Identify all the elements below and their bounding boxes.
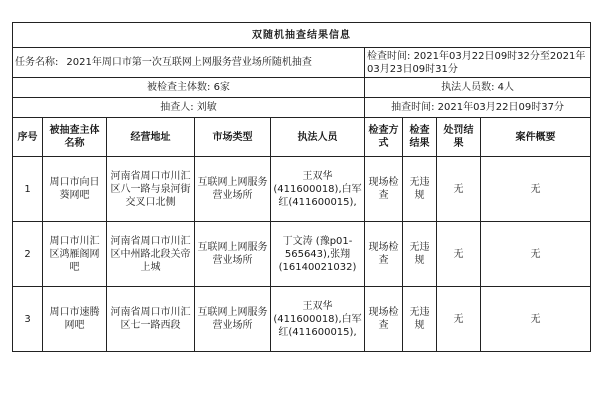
- market-type: 互联网上网服务营业场所: [195, 157, 271, 222]
- subject-name: 周口市川汇区鸿雁阁网吧: [43, 222, 107, 287]
- check-result: 无违规: [403, 222, 437, 287]
- task-name-value: 2021年周口市第一次互联网上网服务营业场所随机抽查: [66, 57, 312, 68]
- column-header: 经营地址: [107, 118, 195, 157]
- table-row: [13, 287, 591, 352]
- check-time-label: 检查时间:: [367, 50, 411, 62]
- task-name-label: 任务名称:: [15, 57, 59, 68]
- column-header: 序号: [13, 118, 43, 157]
- check-time-value: 2021年03月22日09时32分至2021年03月23日09时31分: [367, 50, 586, 75]
- check-result: 无违规: [403, 157, 437, 222]
- page-title: 双随机抽查结果信息: [13, 23, 591, 48]
- market-type: 互联网上网服务营业场所: [195, 222, 271, 287]
- table-row: [13, 222, 591, 287]
- business-address: 河南省周口市川汇区八一路与泉河街交叉口北侧: [107, 157, 195, 222]
- inspectors: 丁文涛 (豫p01-565643),张翔(16140021032): [271, 222, 365, 287]
- row-number: 1: [13, 157, 43, 222]
- check-method: 现场检查: [365, 287, 403, 352]
- business-address: 河南省周口市川汇区中州路北段关帝上城: [107, 222, 195, 287]
- table-header-row: [13, 118, 591, 157]
- row-number: 3: [13, 287, 43, 352]
- business-address: 河南省周口市川汇区七一路西段: [107, 287, 195, 352]
- case-summary: 无: [481, 157, 591, 222]
- table-row: [13, 157, 591, 222]
- case-summary: 无: [481, 222, 591, 287]
- subject-count: 被检查主体数: 6家: [13, 78, 365, 98]
- column-header: 执法人员: [271, 118, 365, 157]
- column-header: 处罚结果: [437, 118, 481, 157]
- check-method: 现场检查: [365, 157, 403, 222]
- sampler: 抽查人: 刘敏: [13, 98, 365, 118]
- subject-name: 周口市速腾网吧: [43, 287, 107, 352]
- column-header: 被抽查主体名称: [43, 118, 107, 157]
- sample-time: 抽查时间: 2021年03月22日09时37分: [365, 98, 591, 118]
- subject-name: 周口市向日葵网吧: [43, 157, 107, 222]
- check-method: 现场检查: [365, 222, 403, 287]
- row-number: 2: [13, 222, 43, 287]
- inspectors: 王双华(411600018),白军红(411600015),: [271, 157, 365, 222]
- column-header: 案件概要: [481, 118, 591, 157]
- column-header: 市场类型: [195, 118, 271, 157]
- task-name-cell: [13, 48, 365, 78]
- inspectors: 王双华(411600018),白军红(411600015),: [271, 287, 365, 352]
- column-header: 检查方式: [365, 118, 403, 157]
- column-header: 检查结果: [403, 118, 437, 157]
- enforcer-count: 执法人员数: 4人: [365, 78, 591, 98]
- penalty-result: 无: [437, 222, 481, 287]
- check-time-cell: [365, 48, 591, 78]
- check-result: 无违规: [403, 287, 437, 352]
- market-type: 互联网上网服务营业场所: [195, 287, 271, 352]
- case-summary: 无: [481, 287, 591, 352]
- inspection-result-table: [12, 22, 591, 352]
- penalty-result: 无: [437, 287, 481, 352]
- penalty-result: 无: [437, 157, 481, 222]
